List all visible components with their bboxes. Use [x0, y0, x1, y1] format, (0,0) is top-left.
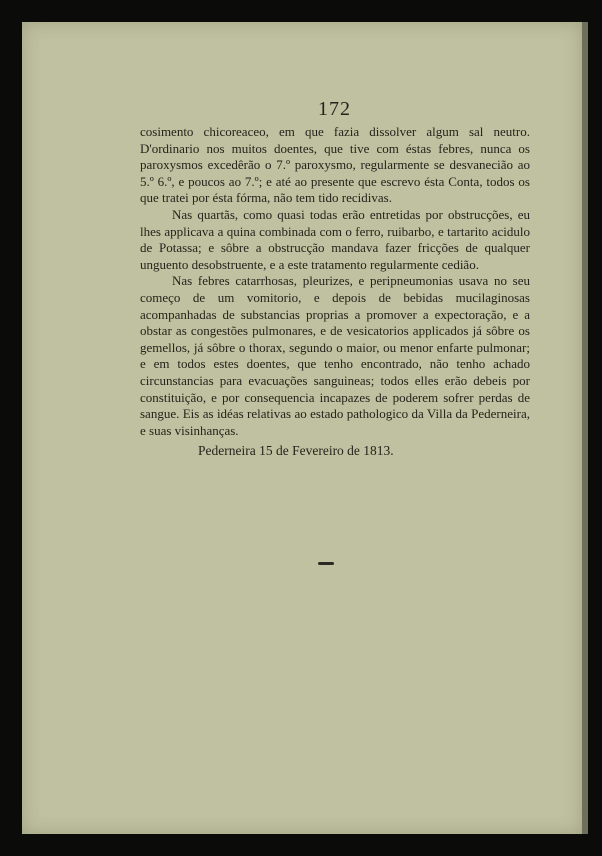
- page-number: 172: [318, 98, 351, 120]
- paragraph-febres-catarrhosas: Nas febres catarrhosas, pleurizes, e peripneumonias usava no seu começo de um vomitorio, e depois de bebidas mucilaginosas acompanhadas de substancias proprias a promover a expectoração, e a obstar as congestões pulmonares, e de vesicatorios applicados já sôbre os gemellos, já sôbre o thorax, segundo o maior, ou menor enfarte pulmonar; e em todos estes doentes, que tenho encontrado, não tenho achado circunstancias para evacuações sanguineas; todos elles erão debeis por constituição, e por consequencia incapazes de poderem sofrer perdas de sangue. Eis as idéas relativas ao estado pathologico da Villa da Pederneira, e suas visinhanças.: [140, 273, 530, 438]
- end-rule: [318, 562, 334, 565]
- paragraph-continuation: cosimento chicoreaceo, em que fazia dissolver algum sal neutro. D'ordinario nos muitos doentes, que tive com éstas febres, nunca os paroxysmos excedêrão o 7.º paroxysmo, regularmente se desvanecião ao 5.º 6.º, e poucos ao 7.º; e até ao presente que escrevo ésta Conta, todos os que tratei por ésta fórma, não tem tido recidivas.: [140, 124, 530, 206]
- page-edge: [582, 22, 588, 834]
- place-date-signoff: Pederneira 15 de Fevereiro de 1813.: [198, 443, 394, 458]
- body-text: [140, 124, 530, 439]
- paragraph-quartas: Nas quartãs, como quasi todas erão entretidas por obstrucções, eu lhes applicava a quina combinada com o ferro, ruibarbo, e tartarito acidulo de Potassa; e sôbre a obstrucção mandava fazer fricções de qualquer unguento desobstruente, e a este tratamento regularmente cedião.: [140, 206, 530, 272]
